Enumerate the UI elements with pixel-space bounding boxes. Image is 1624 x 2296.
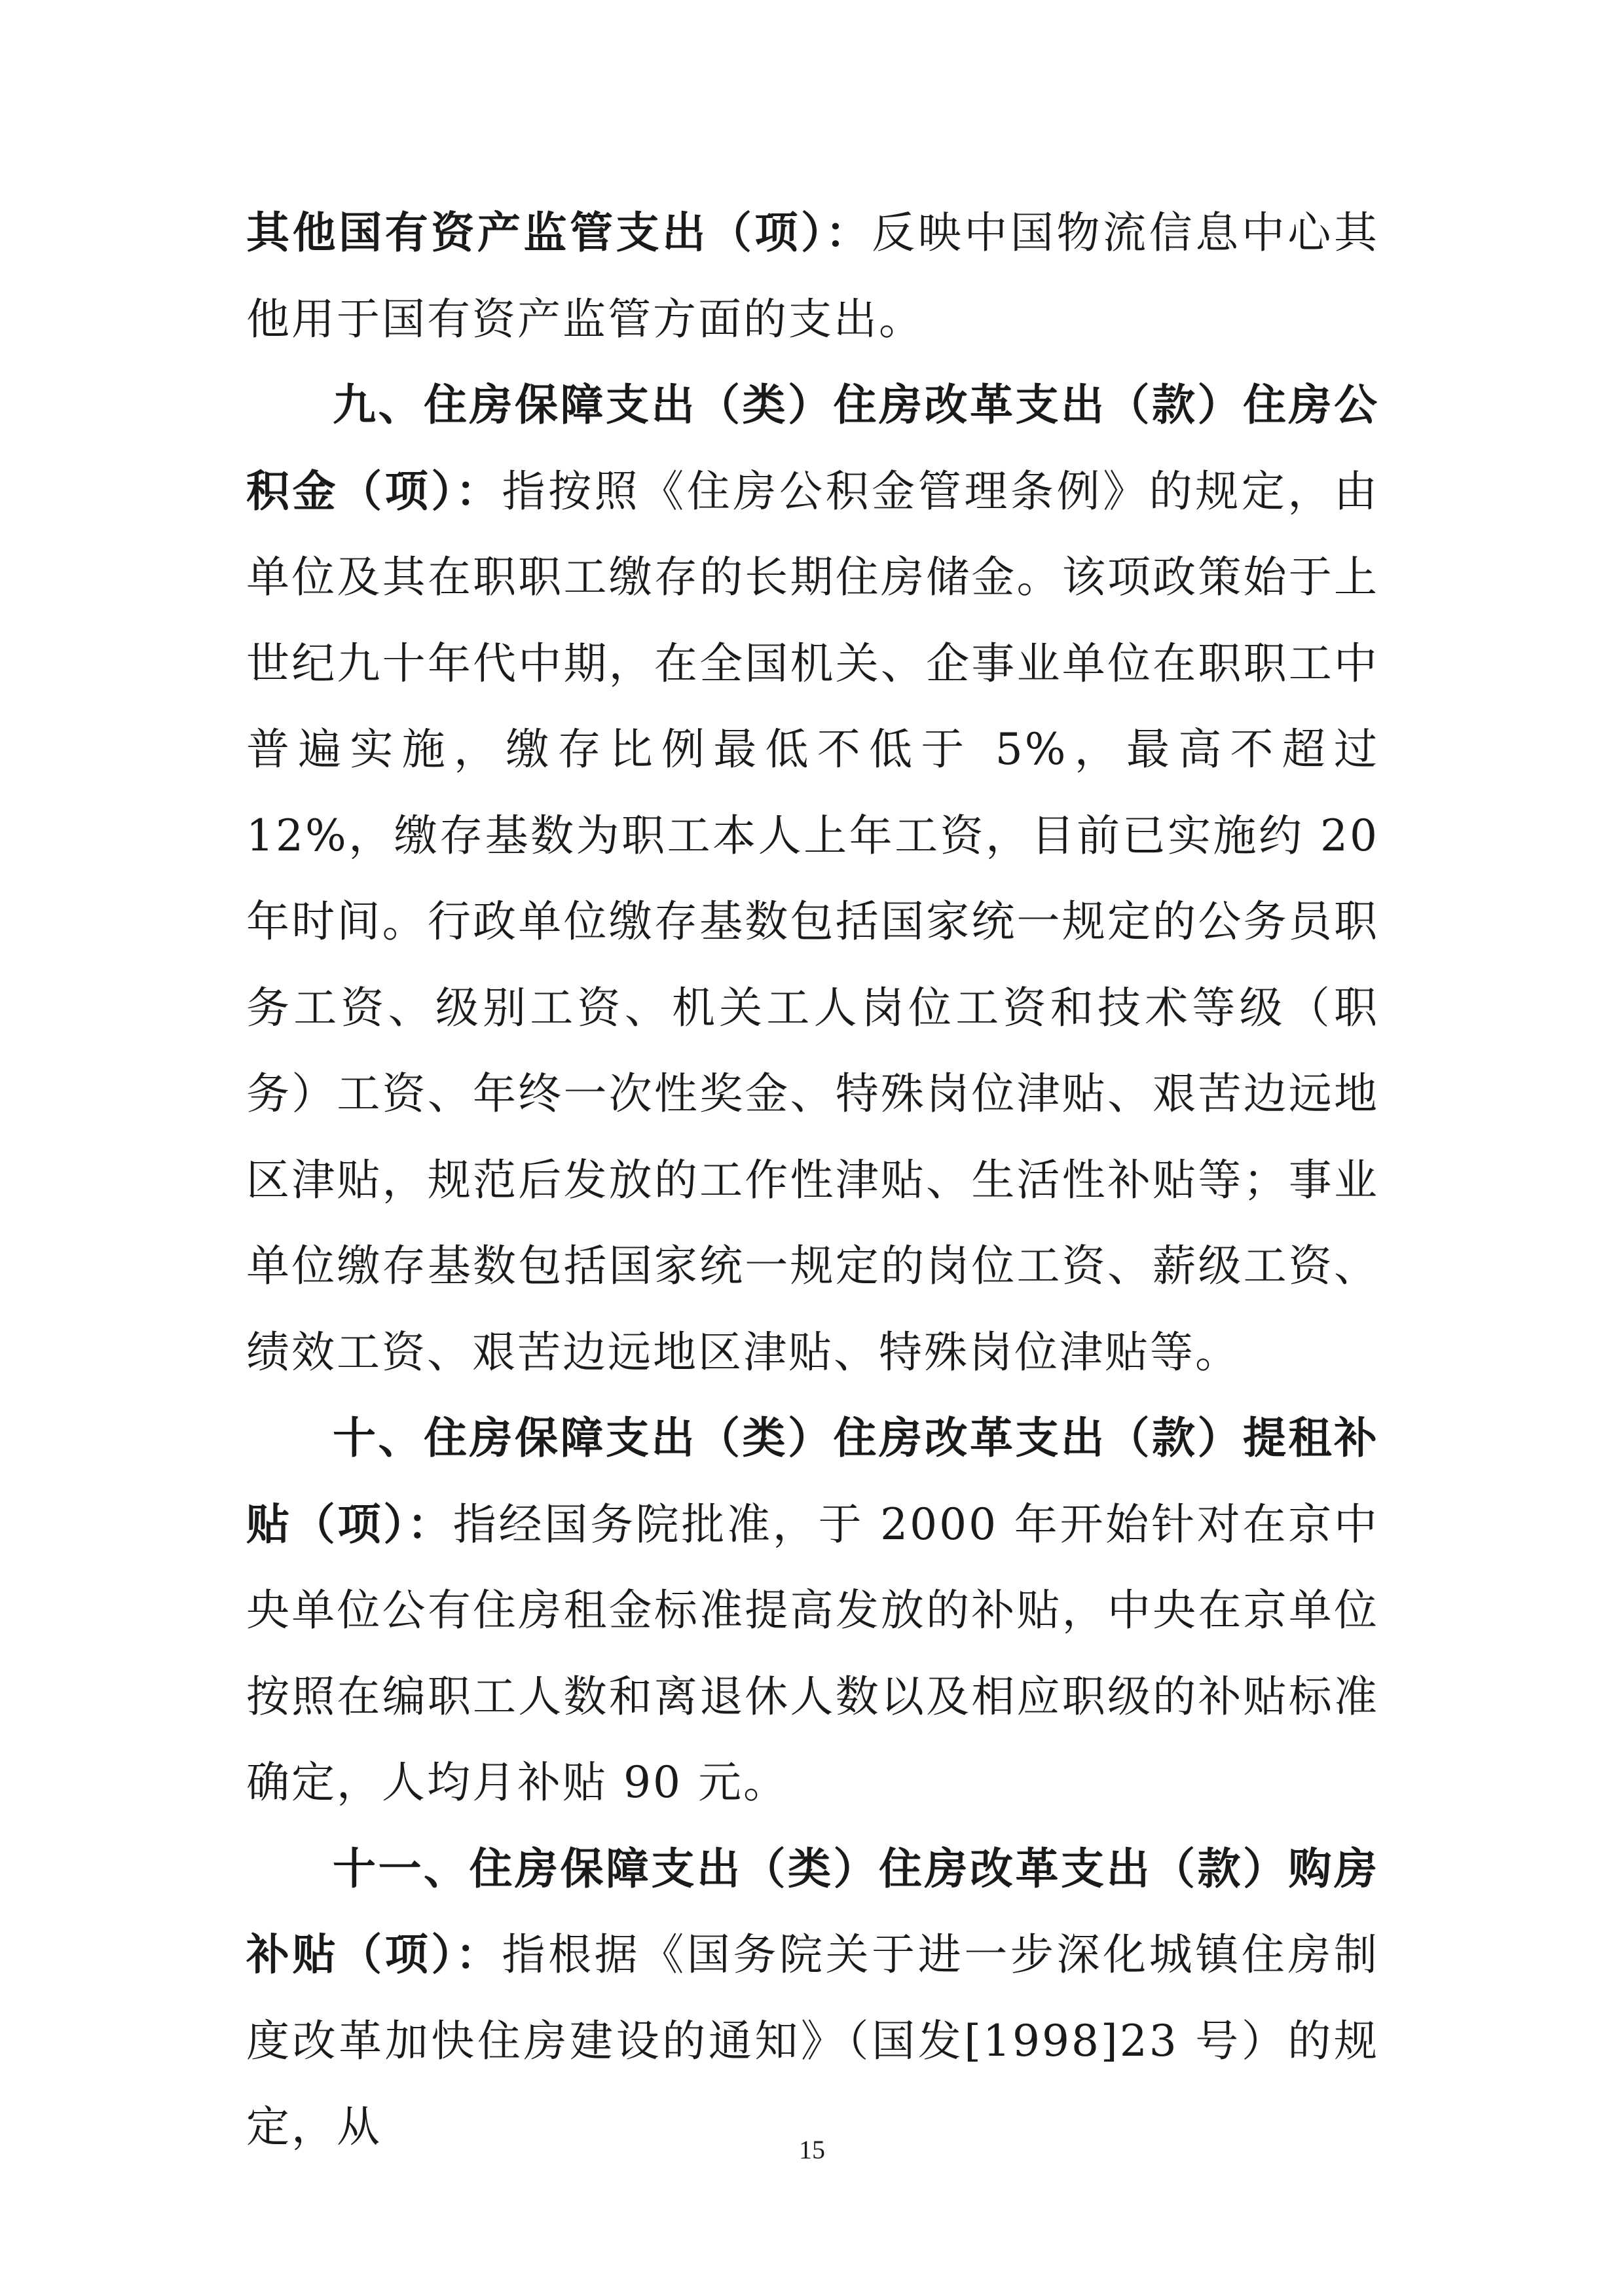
paragraph-heading: 九、住房保障支出（类）住房改革支出（款）住房公积金（项）：: [246, 379, 1379, 517]
paragraph-text: 指根据《国务院关于进一步深化城镇住房制度改革加快住房建设的通知》（国发[1998]23 号）的规定，从: [246, 1929, 1379, 2152]
paragraph-heading: 十一、住房保障支出（类）住房改革支出（款）购房补贴（项）：: [246, 1842, 1379, 1980]
document-body: [246, 190, 1379, 2170]
paragraph-text: 反映中国物流信息中心其他用于国有资产监管方面的支出。: [246, 208, 1380, 344]
paragraph-other-state-assets: [246, 190, 1379, 362]
page-number: 15: [799, 2135, 825, 2164]
paragraph-text: 指按照《住房公积金管理条例》的规定，由单位及其在职职工缴存的长期住房储金。该项政策始于上世纪九十年代中期，在全国机关、企事业单位在职职工中普遍实施，缴存比例最低不低于 5%，最高不超过 12%，缴存基数为职工本人上年工资，目前已实施约 20 年时间。行政单位缴存基数包括国家统一规定的公务员职务工资、级别工资、机关工人岗位工资和技术等级（职务）工资、年终一次性奖金、特殊岗位津贴、艰苦边远地区津贴，规范后发放的工作性津贴、生活性补贴等；事业单位缴存基数包括国家统一规定的岗位工资、薪级工资、绩效工资、艰苦边远地区津贴、特殊岗位津贴等。: [246, 465, 1379, 1377]
paragraph-text: 指经国务院批准，于 2000 年开始针对在京中央单位公有住房租金标准提高发放的补贴，中央在京单位按照在编职工人数和离退休人数以及相应职级的补贴标准确定，人均月补贴 90 元。: [246, 1499, 1379, 1808]
paragraph-heading: 十、住房保障支出（类）住房改革支出（款）提租补贴（项）：: [246, 1412, 1379, 1550]
paragraph-housing-provident-fund: [246, 362, 1379, 1395]
paragraph-heading: 其他国有资产监管支出（项）：: [246, 207, 872, 258]
paragraph-housing-purchase-subsidy: [246, 1826, 1379, 2170]
paragraph-rent-subsidy: [246, 1395, 1379, 1826]
